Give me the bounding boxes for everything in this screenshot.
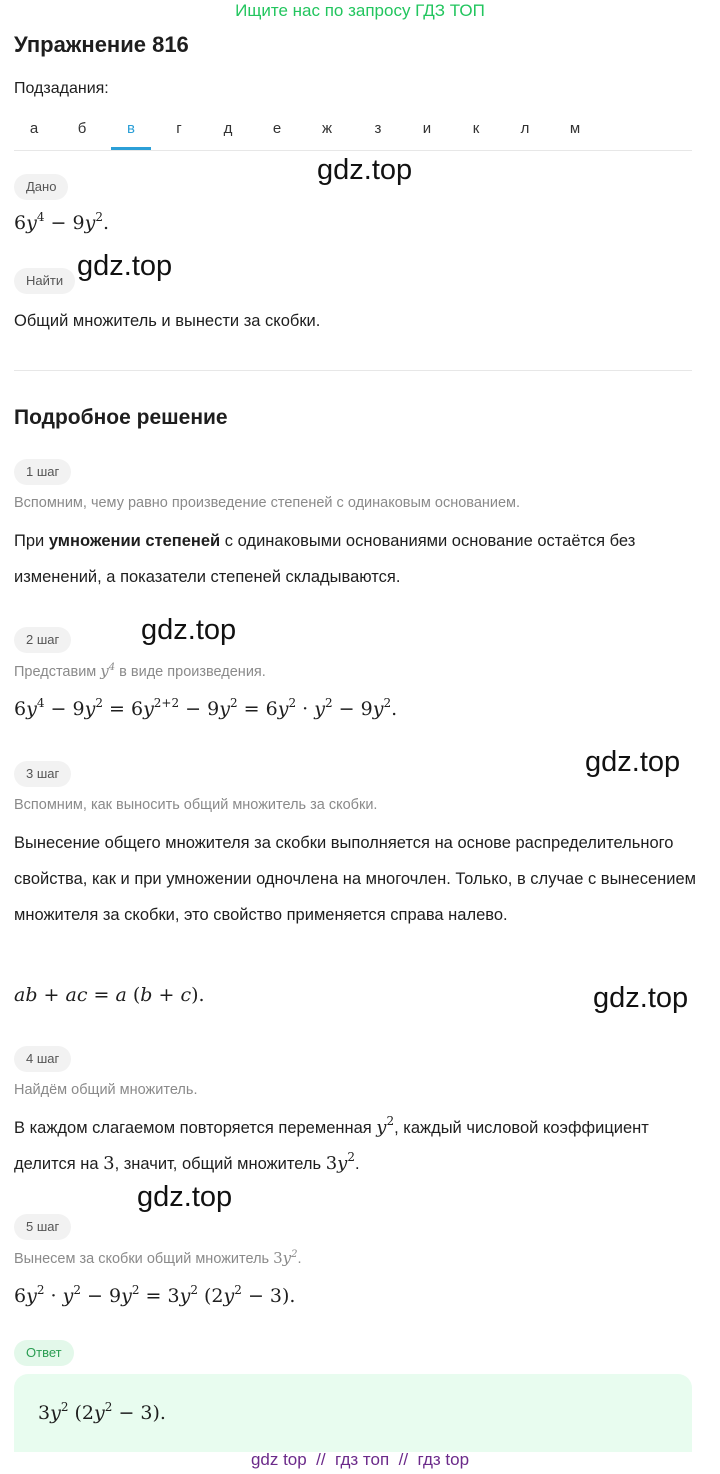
step-3-chip: 3 шаг bbox=[14, 761, 71, 787]
answer-chip: Ответ bbox=[14, 1340, 74, 1366]
step-2-hint: Представим $y^4$ в виде произведения. bbox=[14, 662, 266, 680]
step-3-formula: ab + ac = a (b + c). bbox=[14, 984, 205, 1006]
tab-d[interactable]: д bbox=[223, 120, 233, 137]
find-text: Общий множитель и вынести за скобки. bbox=[14, 312, 321, 330]
tab-v[interactable]: в bbox=[111, 112, 151, 150]
given-chip: Дано bbox=[14, 174, 68, 200]
answer-expression: $3y^2$ $(2y^2 - 3)$. bbox=[38, 1400, 166, 1424]
tab-b[interactable]: б bbox=[77, 120, 87, 137]
step-5-hint: Вынесем за скобки общий множитель $3y^2$. bbox=[14, 1249, 302, 1267]
solution-title: Подробное решение bbox=[14, 406, 228, 429]
find-chip: Найти bbox=[14, 268, 75, 294]
step-3-text: Вынесение общего множителя за скобки выполняется на основе распределительного свойства, как и при умножении одночлена на многочлен. Только, в случае с вынесением множителя за скобки, это свойство применяется справа налево. bbox=[14, 834, 696, 924]
step-4-hint: Найдём общий множитель. bbox=[14, 1082, 198, 1098]
tab-z[interactable]: з bbox=[374, 120, 382, 137]
subtasks-label: Подзадания: bbox=[14, 80, 109, 97]
step-4-text: В каждом слагаемом повторяется переменная $y^2$, каждый числовой коэффициент делится на 3, значит, общий множитель $3y^2$. bbox=[14, 1114, 649, 1174]
tab-m[interactable]: м bbox=[569, 120, 581, 137]
step-1-hint: Вспомним, чему равно произведение степеней с одинаковым основанием. bbox=[14, 495, 521, 511]
watermark: gdz.top bbox=[77, 250, 173, 282]
tab-g[interactable]: г bbox=[176, 120, 182, 137]
step-5-expression: $6y^2 \cdot y^2 - 9y^2 = 3y^2$ $(2y^2 - 3)$. bbox=[14, 1283, 296, 1307]
divider bbox=[14, 370, 692, 371]
top-banner: Ищите нас по запросу ГДЗ ТОП bbox=[235, 1, 485, 20]
page-title: Упражнение 816 bbox=[14, 32, 189, 57]
step-2-chip: 2 шаг bbox=[14, 627, 71, 653]
step-5-chip: 5 шаг bbox=[14, 1214, 71, 1240]
tab-l[interactable]: л bbox=[520, 120, 530, 137]
subtask-tabs bbox=[14, 112, 692, 151]
tab-zh[interactable]: ж bbox=[321, 120, 333, 137]
tab-a[interactable]: а bbox=[29, 120, 39, 137]
footer-links[interactable]: gdz top // гдз топ // гдз top bbox=[250, 1450, 470, 1469]
step-4-chip: 4 шаг bbox=[14, 1046, 71, 1072]
step-3-hint: Вспомним, как выносить общий множитель за скобки. bbox=[14, 797, 378, 813]
watermark: gdz.top bbox=[585, 746, 681, 778]
given-expression: $6y^4 - 9y^2$. bbox=[14, 210, 109, 234]
step-1-text: При умножении степеней с одинаковыми основаниями основание остаётся без изменений, а показатели степеней складываются. bbox=[14, 532, 636, 586]
watermark: gdz.top bbox=[137, 1181, 233, 1213]
step-2-expression: $6y^4 - 9y^2 = 6y^{2+2} - 9y^2 = 6y^2 \cdot y^2 - 9y^2$. bbox=[14, 696, 398, 720]
watermark: gdz.top bbox=[141, 614, 237, 646]
tab-k[interactable]: к bbox=[472, 120, 480, 137]
watermark: gdz.top bbox=[317, 154, 413, 186]
watermark: gdz.top bbox=[593, 982, 689, 1014]
step-1-chip: 1 шаг bbox=[14, 459, 71, 485]
tab-i[interactable]: и bbox=[422, 120, 432, 137]
tab-e[interactable]: е bbox=[272, 120, 282, 137]
